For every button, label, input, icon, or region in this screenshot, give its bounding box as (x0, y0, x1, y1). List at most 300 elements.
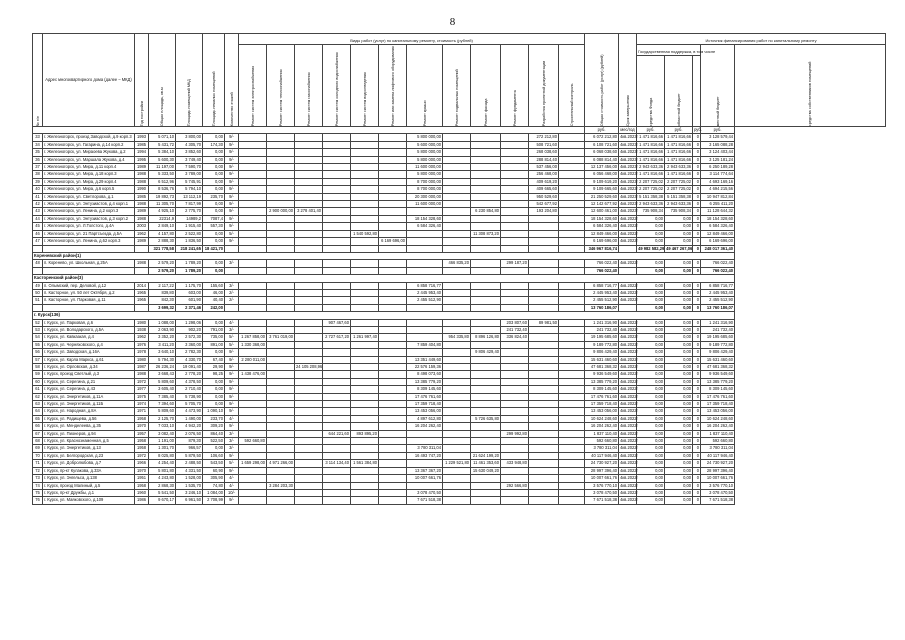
table-cell: 1 789,20 (176, 260, 203, 267)
table-cell (295, 319, 323, 326)
table-cell: 2 063,90 (149, 326, 176, 333)
table-cell (501, 438, 529, 445)
table-cell: 299 187,20 (501, 260, 529, 267)
table-cell: 1 241 316,90 (701, 319, 735, 326)
table-cell (471, 267, 501, 274)
table-cell (443, 341, 471, 348)
table-cell (267, 282, 295, 289)
table-cell (529, 238, 559, 245)
table-cell: 9 936 549,60 (585, 371, 619, 378)
table-cell: 2 207 725,02 (665, 178, 693, 185)
table-cell (471, 171, 501, 178)
table-row (33, 445, 886, 452)
table-cell: 71 (33, 460, 43, 467)
table-cell (323, 438, 351, 445)
table-cell: 40 117 946,40 (585, 452, 619, 459)
table-cell: 17 476 761,60 (701, 393, 735, 400)
table-cell (379, 215, 407, 222)
table-cell: 203 807,60 (501, 319, 529, 326)
table-cell: 879,30 (176, 438, 203, 445)
table-cell: 2 849,10 (149, 223, 176, 230)
table-cell: г. Курск, ул. Энгельса, д.138 (43, 475, 135, 482)
table-cell (407, 230, 443, 237)
table-cell (295, 245, 323, 252)
table-cell (295, 415, 323, 422)
section-row (33, 275, 886, 282)
table-cell (529, 215, 559, 222)
table-cell (267, 430, 295, 437)
table-cell: 5 600 000,00 (407, 141, 443, 148)
table-cell: 735,00 (203, 334, 225, 341)
table-cell: 0 (693, 371, 701, 378)
table-cell (559, 445, 585, 452)
table-cell: 3 352,20 (149, 334, 176, 341)
table-cell: 9 109 665,60 (585, 186, 619, 193)
table-cell (443, 482, 471, 489)
table-cell (351, 364, 379, 371)
table-cell: 9/- (225, 423, 239, 430)
table-cell: 1 088,00 (149, 319, 176, 326)
table-cell: 3 246,10 (176, 489, 203, 496)
table-cell (559, 378, 585, 385)
table-row (33, 134, 886, 141)
table-cell: 0 (693, 297, 701, 304)
table-cell: г. Курск, ул. Заводская, д.16А (43, 349, 135, 356)
table-cell: 735 908,34 (665, 208, 693, 215)
table-cell (295, 326, 323, 333)
table-cell: 954 335,80 (443, 334, 471, 341)
table-cell (267, 178, 295, 185)
table-cell (295, 171, 323, 178)
table-cell (295, 401, 323, 408)
table-cell: 242,00 (203, 304, 225, 311)
table-cell (443, 171, 471, 178)
table-cell: 0,00 (665, 497, 693, 504)
table-cell: 0,00 (665, 282, 693, 289)
table-cell: 292 566,80 (501, 482, 529, 489)
table-cell: 193 204,80 (529, 208, 559, 215)
table-cell (351, 401, 379, 408)
table-cell (351, 164, 379, 171)
table-cell: 4кв.2022г (620, 438, 639, 444)
table-cell (529, 438, 559, 445)
table-cell: 0,00 (203, 186, 225, 193)
table-cell: 3/- (225, 438, 239, 445)
table-cell: 0,00 (203, 378, 225, 385)
table-cell: 1 471 816,66 (637, 156, 665, 163)
unit-total: руб. (585, 127, 619, 134)
table-cell: 0,00 (665, 215, 693, 222)
table-cell: 2 455 512,90 (701, 297, 735, 304)
table-cell: 5 151 358,38 (665, 193, 693, 200)
table-cell (351, 223, 379, 230)
table-cell (267, 489, 295, 496)
table-cell: 0,00 (203, 445, 225, 452)
table-cell (267, 201, 295, 208)
table-cell (501, 164, 529, 171)
table-cell: 0 (693, 467, 701, 474)
table-cell: 233,70 (203, 415, 225, 422)
table-row (33, 393, 886, 400)
table-cell: 1960 (135, 489, 149, 496)
table-cell: 0,00 (637, 452, 665, 459)
table-cell (559, 393, 585, 400)
table-cell: 9/- (225, 408, 239, 415)
table-cell: 13 351 449,60 (407, 356, 443, 363)
header-work-3: Ремонт систем газоснабжения (295, 45, 323, 127)
table-cell (407, 304, 443, 311)
table-cell: 1977 (135, 386, 149, 393)
table-cell (559, 289, 585, 296)
table-cell (529, 408, 559, 415)
table-cell: 58 (33, 364, 43, 371)
table-cell (619, 267, 637, 274)
table-cell: г. Железногорск, ул. Л.Толстого, д.4А (43, 223, 135, 230)
table-cell (471, 341, 501, 348)
table-row (33, 378, 886, 385)
table-cell (443, 423, 471, 430)
table-cell: 0,00 (665, 460, 693, 467)
table-cell: 4кв.2022г (620, 401, 639, 407)
table-cell (501, 304, 529, 311)
header-floors: Количество этажей (225, 34, 239, 127)
table-cell: 1 471 816,66 (665, 134, 693, 141)
table-cell: 4кв.2022г (620, 349, 639, 355)
table-row (33, 415, 886, 422)
table-cell: 0 (693, 223, 701, 230)
table-cell: 0 (693, 186, 701, 193)
table-cell: 2 943 633,36 (665, 164, 693, 171)
table-cell: 65 (33, 415, 43, 422)
table-cell: 592 660,80 (701, 438, 735, 445)
table-cell: 0,00 (637, 393, 665, 400)
table-cell (323, 186, 351, 193)
table-cell: 16 493 747,20 (407, 452, 443, 459)
table-cell: 1 540 592,80 (351, 230, 379, 237)
table-cell: 0,00 (203, 164, 225, 171)
table-cell: 4кв.2022г (620, 489, 639, 495)
table-cell: 0 (693, 326, 701, 333)
table-cell (559, 134, 585, 141)
header-work-1: Ремонт систем электроснабжения (239, 45, 267, 127)
table-cell (471, 430, 501, 437)
table-cell (559, 356, 585, 363)
table-cell: 21 624 199,20 (471, 452, 501, 459)
table-cell (443, 289, 471, 296)
table-cell: 12 137 456,00 (585, 164, 619, 171)
table-cell: 5 794,30 (149, 356, 176, 363)
table-cell: 0,00 (637, 282, 665, 289)
table-cell: 0,00 (665, 297, 693, 304)
table-cell: 3 078 470,50 (701, 489, 735, 496)
table-cell: 2003 (135, 223, 149, 230)
table-cell (501, 489, 529, 496)
table-cell (501, 378, 529, 385)
table-cell: 0,00 (637, 260, 665, 267)
table-cell: 0,00 (637, 319, 665, 326)
table-cell (267, 326, 295, 333)
table-cell: 6 584 326,40 (701, 223, 735, 230)
table-cell: 62 (33, 393, 43, 400)
table-cell (407, 326, 443, 333)
table-cell (379, 371, 407, 378)
table-cell: 1974 (135, 401, 149, 408)
table-cell: 4кв.2023г (620, 141, 639, 147)
table-cell (295, 260, 323, 267)
table-cell: 3 640,10 (149, 349, 176, 356)
table-cell: 11 600 000,00 (407, 201, 443, 208)
table-cell (295, 460, 323, 467)
table-cell (267, 149, 295, 156)
table-cell: 1 490,00 (176, 415, 203, 422)
table-cell (33, 304, 43, 311)
table-cell: 3 780 311,04 (407, 445, 443, 452)
table-cell: 4кв.2022г (620, 326, 639, 332)
table-cell: 0,00 (637, 482, 665, 489)
table-cell (529, 326, 559, 333)
table-cell (443, 430, 471, 437)
table-cell: 1966 (135, 460, 149, 467)
table-cell: 1957 (135, 430, 149, 437)
table-cell (379, 326, 407, 333)
table-cell (443, 475, 471, 482)
table-cell (225, 245, 239, 252)
table-cell (559, 297, 585, 304)
table-cell: 8 309 145,60 (701, 386, 735, 393)
table-cell (239, 260, 267, 267)
table-cell (239, 319, 267, 326)
table-cell: 4кв.2023г (620, 164, 639, 170)
table-cell (471, 186, 501, 193)
table-cell: 1980 (135, 356, 149, 363)
table-cell (407, 238, 443, 245)
table-cell: 950 529,60 (529, 193, 559, 200)
table-cell (379, 134, 407, 141)
table-cell (529, 378, 559, 385)
table-cell: г. Железногорск, ул. Мира, д.6 корп.5 (43, 186, 135, 193)
table-cell: 4кв.2022г (620, 445, 639, 451)
table-cell (501, 230, 529, 237)
table-cell: 52 (33, 319, 43, 326)
table-cell: 13 453 056,00 (701, 408, 735, 415)
table-cell (379, 423, 407, 430)
table-row (33, 401, 886, 408)
table-row (33, 260, 886, 267)
table-cell (501, 364, 529, 371)
table-cell (33, 245, 43, 252)
table-cell: 59 (33, 371, 43, 378)
table-cell: 1958 (135, 482, 149, 489)
table-cell (239, 304, 267, 311)
table-cell: 3 125 181,24 (701, 156, 735, 163)
table-cell (501, 349, 529, 356)
table-cell: 9/- (225, 497, 239, 504)
table-cell (443, 386, 471, 393)
table-cell (239, 393, 267, 400)
table-cell: 0 (693, 178, 701, 185)
table-cell (323, 408, 351, 415)
table-cell: 0 (693, 282, 701, 289)
table-cell (501, 386, 529, 393)
table-cell: 48 (33, 260, 43, 267)
table-cell: 1 837 110,40 (585, 430, 619, 437)
table-cell: 0,00 (665, 415, 693, 422)
unit-owners: руб. (701, 127, 735, 134)
table-cell: 22 576 159,36 (407, 364, 443, 371)
table-cell (379, 408, 407, 415)
table-cell: 0,00 (637, 326, 665, 333)
table-cell: 0,00 (665, 438, 693, 445)
table-cell: 4кв.2022г (620, 356, 639, 362)
table-cell: 0 (693, 386, 701, 393)
table-cell (295, 341, 323, 348)
table-row (33, 215, 886, 222)
table-cell: 1 471 816,66 (637, 141, 665, 148)
table-cell: 3/- (225, 430, 239, 437)
table-cell (351, 326, 379, 333)
table-cell: 4кв.2022г (620, 215, 639, 221)
table-cell (529, 489, 559, 496)
table-cell: 13 367 367,20 (407, 467, 443, 474)
table-cell (135, 245, 149, 252)
table-cell (295, 475, 323, 482)
table-cell: 4кв.2022г (620, 297, 639, 303)
table-cell (379, 178, 407, 185)
table-row (33, 497, 886, 504)
table-cell: 26 236,24 (149, 364, 176, 371)
table-cell (295, 386, 323, 393)
header-region: областной бюджет (665, 56, 693, 127)
table-cell: 1988 (135, 371, 149, 378)
table-cell (295, 149, 323, 156)
table-cell: 7 590,70 (176, 164, 203, 171)
table-cell (267, 267, 295, 274)
table-cell (529, 356, 559, 363)
table-cell (443, 356, 471, 363)
table-cell (379, 186, 407, 193)
table-cell: 9/- (225, 364, 239, 371)
table-cell: 10/- (225, 489, 239, 496)
table-cell (529, 349, 559, 356)
table-cell (267, 186, 295, 193)
table-cell (559, 452, 585, 459)
table-cell: г. Курск, ул. Белгородская, д.23 (43, 452, 135, 459)
table-cell: 5 431,72 (149, 141, 176, 148)
table-cell: 76 (33, 497, 43, 504)
table-cell: 4кв.2023г (620, 193, 639, 199)
table-cell (501, 415, 529, 422)
table-cell (471, 215, 501, 222)
table-cell: 0 (693, 149, 701, 156)
table-cell: 288 814,40 (529, 156, 559, 163)
header-fund: средства Фонда (637, 56, 665, 127)
table-cell (239, 230, 267, 237)
table-cell (407, 334, 443, 341)
table-cell: 508 721,60 (529, 141, 559, 148)
table-cell: 8 700 000,00 (407, 178, 443, 185)
section-row (33, 252, 886, 259)
table-cell: г. Железногорск, ул. 21 Партсъезда, д.5А (43, 230, 135, 237)
table-cell: 0,00 (665, 489, 693, 496)
table-cell: 13 760 186,07 (701, 304, 735, 311)
table-cell (323, 364, 351, 371)
table-cell (351, 445, 379, 452)
table-cell: 3 749,40 (176, 156, 203, 163)
table-cell: 8 498 073,60 (407, 371, 443, 378)
table-cell (443, 223, 471, 230)
table-cell: 49 467 267,06 (666, 245, 693, 251)
table-cell: 9/- (225, 393, 239, 400)
table-cell: 28 997 396,40 (585, 467, 619, 474)
table-cell: 2/- (225, 289, 239, 296)
table-cell (239, 223, 267, 230)
table-cell (501, 149, 529, 156)
table-cell (351, 193, 379, 200)
table-cell (407, 245, 443, 252)
table-cell: 18 421,70 (203, 245, 225, 252)
table-cell (443, 415, 471, 422)
table-cell: 9/- (225, 467, 239, 474)
table-cell: 0,00 (203, 401, 225, 408)
table-cell (239, 156, 267, 163)
table-cell: 13 385 779,20 (701, 378, 735, 385)
table-cell (379, 415, 407, 422)
table-cell (295, 408, 323, 415)
table-row (33, 460, 886, 467)
table-cell: 2 943 633,36 (665, 201, 693, 208)
table-cell: 17 359 718,40 (701, 401, 735, 408)
table-cell: 24 730 927,20 (585, 460, 619, 467)
table-cell: 0,00 (637, 467, 665, 474)
table-cell: 0 (693, 341, 701, 348)
table-cell: 4кв.2022г (620, 319, 639, 325)
table-cell (267, 356, 295, 363)
table-cell: 1 191,00 (149, 438, 176, 445)
table-cell (239, 201, 267, 208)
table-cell: 54 (33, 334, 43, 341)
table-cell: 5/- (225, 334, 239, 341)
table-cell (529, 304, 559, 311)
table-cell (239, 141, 267, 148)
table-cell: 1 836,50 (176, 238, 203, 245)
table-cell (471, 238, 501, 245)
table-cell: 5 541,50 (149, 489, 176, 496)
table-cell: 0,00 (665, 326, 693, 333)
table-row (33, 334, 886, 341)
table-row (33, 371, 886, 378)
table-cell (529, 430, 559, 437)
table-cell: 60 (33, 378, 43, 385)
table-cell (443, 201, 471, 208)
table-cell: 4кв.2022г (620, 282, 639, 288)
table-cell: 12 849 466,00 (701, 230, 735, 237)
table-cell (239, 245, 267, 252)
table-cell (471, 156, 501, 163)
table-cell (379, 245, 407, 252)
table-cell (267, 164, 295, 171)
table-cell: 50 (33, 289, 43, 296)
table-cell (295, 378, 323, 385)
table-cell (295, 156, 323, 163)
table-cell: 16 204 262,40 (585, 423, 619, 430)
table-row (33, 423, 886, 430)
table-row (33, 171, 886, 178)
header-state-total (693, 56, 701, 127)
table-cell: 2 708,99 (203, 497, 225, 504)
header-work-12: Строительный контроль (559, 45, 585, 127)
table-cell: 7 671 518,38 (407, 497, 443, 504)
table-cell: 73 (33, 475, 43, 482)
